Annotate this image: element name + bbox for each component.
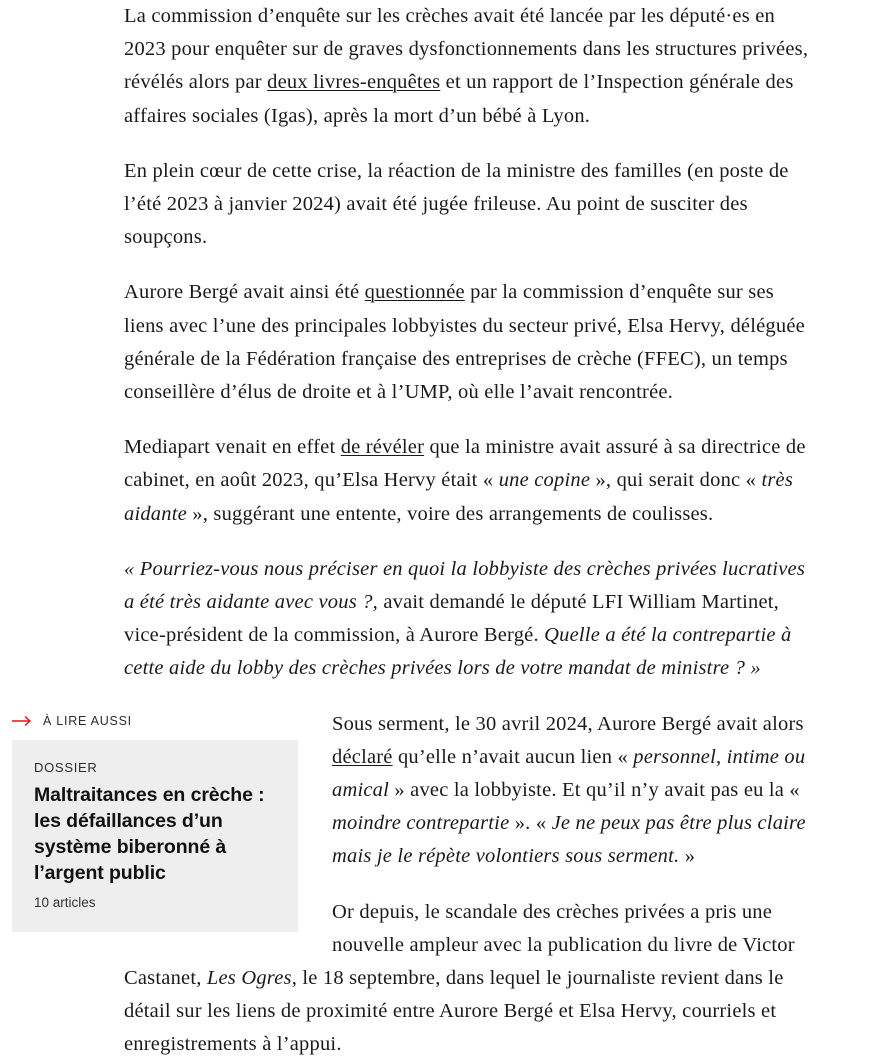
article-paragraph — [0, 431, 880, 531]
dossier-label: DOSSIER — [34, 759, 98, 775]
text-run: Aurore Bergé avait ainsi été — [124, 281, 365, 304]
text-run: », suggérant une entente, voire des arrangements de coulisses. — [186, 502, 714, 525]
arrow-right-icon — [12, 715, 34, 727]
emphasis-text: Les Ogres — [206, 967, 292, 990]
article-pull-quote — [0, 553, 880, 686]
article-paragraph — [0, 0, 880, 133]
text-run: par la commission d’enquête sur ses liens avec l’une des principales lobbyistes du secteur privé, Elsa Hervy, déléguée générale de la Fédération française des entreprises de crèche (FFEC), un temps conseillère d’élus de droite et à l’UMP, où elle l’avait rencontrée. — [124, 281, 805, 404]
emphasis-text: une copine — [498, 469, 591, 492]
text-run: qu’elle n’avait aucun lien « — [392, 745, 634, 768]
text-run: , avait demandé le député LFI William Martinet, vice-président de la commission, à Aurore Bergé. — [124, 591, 780, 647]
dossier-article-count: 10 articles — [34, 894, 96, 910]
read-also-label: À LIRE AUSSI — [43, 713, 132, 728]
read-also-kicker[interactable] — [12, 714, 298, 728]
inline-link[interactable]: deux livres-enquêtes — [267, 71, 441, 94]
dossier-title: Maltraitances en crèche : les défaillances d’un système biberonné à l’argent public — [34, 783, 265, 884]
text-run: » avec la lobbyiste. Et qu’il n’y avait pas eu la « — [389, 779, 800, 802]
emphasis-text: personnel, intime ou amical — [332, 745, 806, 802]
text-run: Sous serment, le 30 avril 2024, Aurore Bergé avait alors — [332, 712, 804, 735]
text-run: , le 18 septembre, dans lequel le journaliste revient dans le détail sur les liens de proximité entre Aurore Bergé et Elsa Hervy, courriels et enregistrements à l’appui. — [124, 967, 784, 1056]
emphasis-text: moindre contrepartie — [332, 812, 510, 835]
article-paragraph — [0, 155, 880, 255]
related-articles-box — [0, 714, 298, 932]
text-run: que la ministre avait assuré à sa directrice de cabinet, en août 2023, qu’Elsa Hervy était « — [124, 436, 806, 492]
emphasis-text: « Pourriez-vous nous préciser en quoi la lobbyiste des crèches privées lucratives a été très aidante avec vous ? — [124, 557, 806, 614]
text-run: ». « — [509, 812, 552, 835]
inline-link[interactable]: questionnée — [364, 281, 465, 304]
emphasis-text: Quelle a été la contrepartie à cette aide du lobby des crèches privées lors de votre mandat de ministre ? » — [124, 624, 792, 680]
text-run: », qui serait donc « — [590, 469, 762, 492]
text-run: Mediapart venait en effet — [124, 436, 341, 459]
inline-link[interactable]: de révéler — [340, 436, 425, 459]
dossier-card[interactable] — [12, 740, 298, 932]
emphasis-text: Je ne peux pas être plus claire mais je le répète volontiers sous serment. — [332, 812, 806, 868]
article-paragraph — [0, 276, 880, 409]
text-run: En plein cœur de cette crise, la réaction de la ministre des familles (en poste de l’été 2023 à janvier 2024) avait été jugée frileuse. Au point de susciter des soupçons. — [124, 159, 789, 249]
text-run: Or depuis, le scandale des crèches privées a pris une nouvelle ampleur avec la publication du livre de Victor Castanet, — [124, 900, 795, 990]
emphasis-text: très aidante — [124, 469, 794, 525]
text-run: et un rapport de l’Inspection générale des affaires sociales (Igas), après la mort d’un bébé à Lyon. — [124, 71, 794, 127]
text-run: » — [679, 845, 696, 868]
text-run: La commission d’enquête sur les crèches avait été lancée par les député·es en 2023 pour enquêter sur de graves dysfonctionnements dans les structures privées, révélés alors par — [124, 5, 809, 94]
inline-link[interactable]: déclaré — [332, 745, 393, 768]
